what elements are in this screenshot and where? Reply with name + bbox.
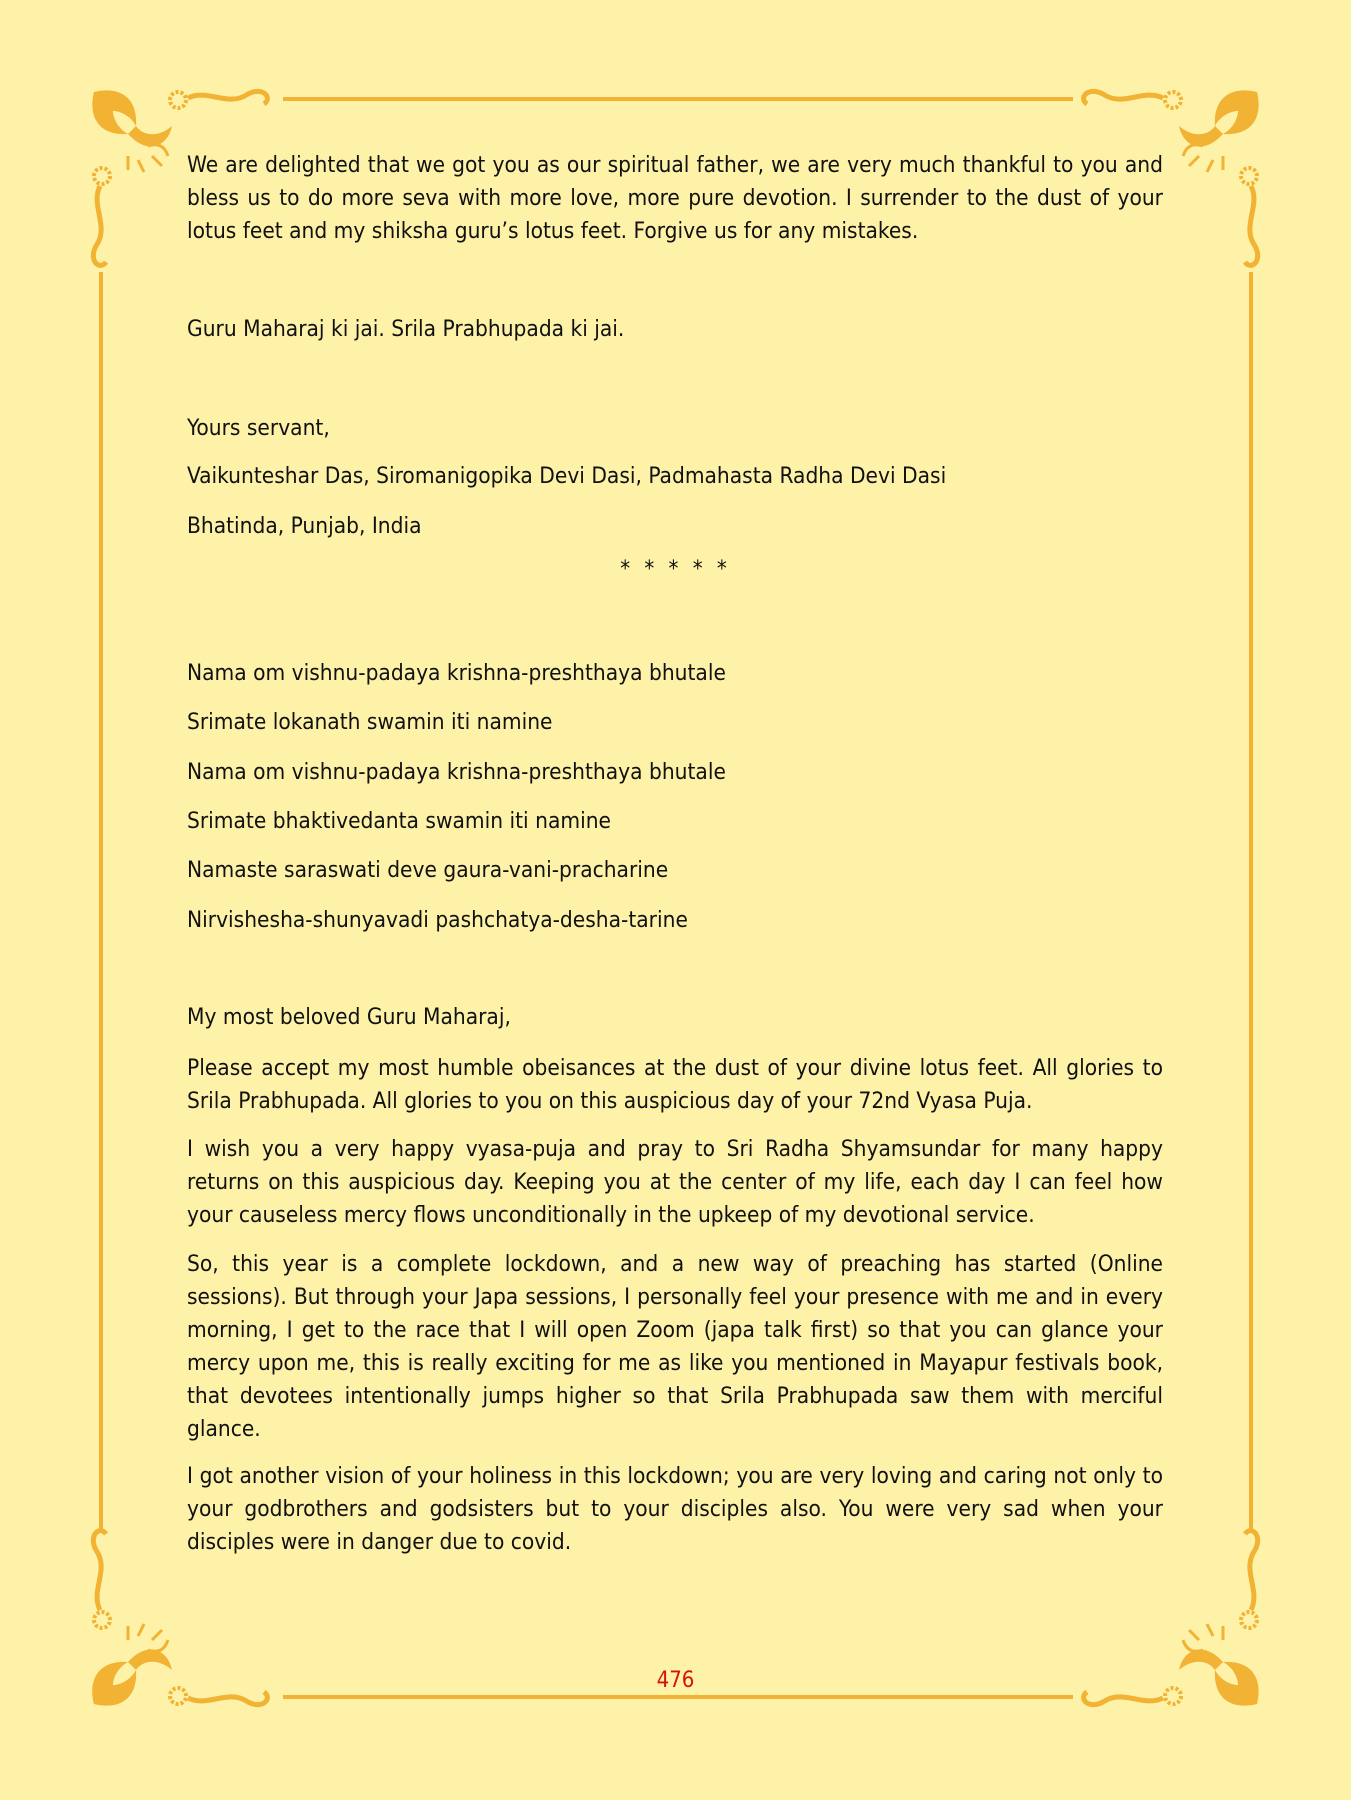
salutation: My most beloved Guru Maharaj,: [187, 1004, 511, 1030]
letter-paragraph-1: Please accept my most humble obeisances at the dust of your divine lotus feet. All glories to Srila Prabhupada. All glories to you on this auspicious day of your 72nd Vyasa Puja.: [187, 1055, 1163, 1114]
verse-2: Nama om vishnu-padaya krishna-preshthaya bhutale: [187, 759, 726, 785]
border-left: [99, 272, 103, 1532]
border-bottom: [283, 1695, 1073, 1699]
verse-3: Srimate bhaktivedanta swamin iti namine: [187, 808, 611, 834]
paragraph-jai: Guru Maharaj ki jai. Srila Prabhupada ki jai.: [187, 316, 625, 342]
verse-1: Srimate lokanath swamin iti namine: [187, 709, 553, 735]
border-top: [283, 97, 1073, 101]
section-separator: * * * * *: [620, 557, 731, 582]
border-right: [1249, 272, 1253, 1532]
signatories: Vaikunteshar Das, Siromanigopika Devi Dasi, Padmahasta Radha Devi Dasi: [187, 463, 947, 489]
verse-0: Nama om vishnu-padaya krishna-preshthaya bhutale: [187, 660, 726, 686]
location: Bhatinda, Punjab, India: [187, 513, 422, 539]
paragraph-thanks: [187, 149, 1163, 248]
page-number: 476: [656, 1668, 695, 1693]
letter-paragraph-2: I wish you a very happy vyasa-puja and pray to Sri Radha Shyamsundar for many happy returns on this auspicious day. Keeping you at the center of my life, each day I can feel how your causeless mercy flows unconditionally in the upkeep of my devotional service.: [187, 1136, 1163, 1228]
closing: Yours servant,: [187, 415, 330, 441]
letter-paragraph-4: I got another vision of your holiness in this lockdown; you are very loving and caring not only to your godbrothers and godsisters but to your disciples also. You were very sad when your disciples were in danger due to covid.: [187, 1463, 1163, 1555]
verse-5: Nirvishesha-shunyavadi pashchatya-desha-tarine: [187, 907, 688, 933]
verse-4: Namaste saraswati deve gaura-vani-pracharine: [187, 857, 669, 883]
letter-paragraph-3: So, this year is a complete lockdown, and a new way of preaching has started (Online sessions). But through your Japa sessions, I personally feel your presence with me and in every morning, I get to the race that I will open Zoom (japa talk first) so that you can glance your mercy upon me, this is really exciting for me as like you mentioned in Mayapur festivals book, that devotees intentionally jumps higher so that Srila Prabhupada saw them with merciful glance.: [187, 1251, 1163, 1442]
paragraph-text: We are delighted that we got you as our spiritual father, we are very much thankful to you and bless us to do more seva with more love, more pure devotion. I surrender to the dust of your lotus feet and my shiksha guru’s lotus feet. Forgive us for any mistakes.: [187, 152, 1163, 244]
